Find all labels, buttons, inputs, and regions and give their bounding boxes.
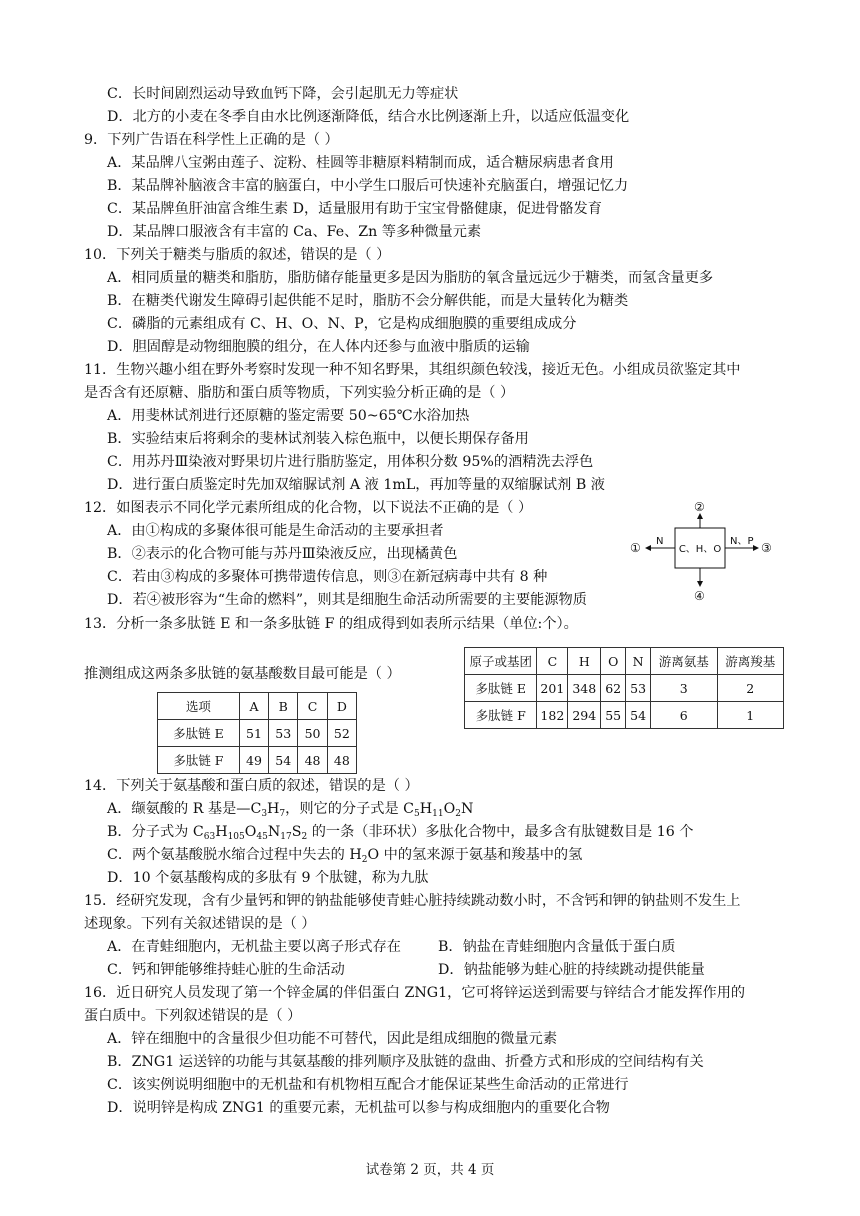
table-cell: 多肽链 F — [158, 747, 240, 774]
table-cell: H — [568, 648, 601, 675]
q16-option-b: B．ZNG1 运送锌的功能与其氨基酸的排列顺序及肽链的盘曲、折叠方式和形成的空间结构有关 — [107, 1054, 704, 1070]
q12-option-d: D．若④被形容为“生命的燃料”，则其是细胞生命活动所需要的主要能源物质 — [107, 592, 587, 608]
q12-option-a: A．由①构成的多聚体很可能是生命活动的主要承担者 — [107, 523, 444, 539]
node-3: ③ — [761, 541, 772, 555]
q11-stem-line1: 11．生物兴趣小组在野外考察时发现一种不知名野果，其组织颜色较浅，接近无色。小组成员欲鉴定其中 — [84, 362, 741, 378]
q16-option-d: D．说明锌是构成 ZNG1 的重要元素，无机盐可以参与构成细胞内的重要化合物 — [107, 1100, 610, 1116]
peptide-composition-table — [464, 647, 784, 729]
q10-option-a: A．相同质量的糖类和脂肪，脂肪储存能量更多是因为脂肪的氧含量远远少于糖类，而氢含量更多 — [107, 270, 714, 286]
table-cell: 48 — [327, 747, 356, 774]
node-1: ① — [630, 541, 641, 555]
q9-option-c: C．某品牌鱼肝油富含维生素 D，适量服用有助于宝宝骨骼健康，促进骨骼发育 — [107, 201, 602, 217]
element-compound-diagram — [628, 498, 778, 606]
diagram-center-label: C、H、O — [678, 544, 722, 555]
table-row — [158, 747, 357, 774]
table-cell: 348 — [568, 675, 601, 702]
q8-option-c: C．长时间剧烈运动导致血钙下降，会引起肌无力等症状 — [107, 86, 459, 102]
q16-option-c: C．该实例说明细胞中的无机盐和有机物相互配合才能保证某些生命活动的正常进行 — [107, 1077, 629, 1093]
q15-option-d: D．钠盐能够为蛙心脏的持续跳动提供能量 — [438, 962, 705, 978]
q16-stem-line2: 蛋白质中。下列叙述错误的是（ ） — [84, 1008, 302, 1024]
table-cell: C — [537, 648, 568, 675]
table-cell: 54 — [626, 702, 651, 729]
q13-question: 推测组成这两条多肽链的氨基酸数目最可能是（ ） — [84, 666, 401, 682]
table-cell: 52 — [327, 720, 356, 747]
q15-stem-line1: 15．经研究发现，含有少量钙和钾的钠盐能够使青蛙心脏持续跳动数小时，不含钙和钾的钠盐则不发生上 — [84, 893, 741, 909]
q14-option-c: C．两个氨基酸脱水缩合过程中失去的 $H_2O$ 中的氢来源于氨基和羧基中的氢 — [107, 847, 583, 865]
q11-option-a: A．用斐林试剂进行还原糖的鉴定需要 50~65℃水浴加热 — [107, 408, 470, 424]
table-cell: 55 — [601, 702, 626, 729]
label-left-n: N — [656, 536, 664, 547]
table-cell: 49 — [239, 747, 268, 774]
q9-option-d: D．某品牌口服液含有丰富的 Ca、Fe、Zn 等多种微量元素 — [107, 224, 482, 240]
answer-options-table — [157, 692, 357, 774]
q15-option-c: C．钙和钾能够维持蛙心脏的生命活动 — [107, 962, 345, 978]
table-cell: 50 — [298, 720, 327, 747]
table-cell: 多肽链 F — [465, 702, 537, 729]
q11-option-c: C．用苏丹Ⅲ染液对野果切片进行脂肪鉴定，用体积分数 95%的酒精洗去浮色 — [107, 454, 594, 470]
table-cell: C — [298, 693, 327, 720]
table-cell: 53 — [269, 720, 298, 747]
table-cell: 51 — [239, 720, 268, 747]
q9-option-b: B．某品牌补脑液含丰富的脑蛋白，中小学生口服后可快速补充脑蛋白，增强记忆力 — [107, 178, 629, 194]
q10-option-d: D．胆固醇是动物细胞膜的组分，在人体内还参与血液中脂质的运输 — [107, 339, 530, 355]
q10-option-c: C．磷脂的元素组成有 C、H、O、N、P，它是构成细胞膜的重要组成成分 — [107, 316, 577, 332]
q11-option-d: D．进行蛋白质鉴定时先加双缩脲试剂 A 液 1mL，再加等量的双缩脲试剂 B 液 — [107, 477, 605, 493]
q14-option-b: B．分子式为 $C_{63}H_{105}O_{45}N_{17}S_2$ 的一条（非环状）多肽化合物中，最多含有肽键数目是 16 个 — [107, 824, 694, 842]
table-row — [465, 675, 784, 702]
table-cell: 2 — [717, 675, 784, 702]
q11-option-b: B．实验结束后将剩余的斐林试剂装入棕色瓶中，以便长期保存备用 — [107, 431, 529, 447]
table-row — [465, 702, 784, 729]
q14-option-a: A．缬氨酸的 R 基是$—C_3H_7$，则它的分子式是 $C_5H_{11}O_2N$ — [107, 801, 474, 819]
q15-option-a: A．在青蛙细胞内，无机盐主要以离子形式存在 — [107, 939, 401, 955]
q13-stem: 13．分析一条多肽链 E 和一条多肽链 F 的组成得到如表所示结果（单位:个）。 — [84, 616, 578, 632]
table-cell: 53 — [626, 675, 651, 702]
q10-stem: 10．下列关于糖类与脂质的叙述，错误的是（ ） — [84, 247, 391, 263]
table-cell: 游离氨基 — [651, 648, 717, 675]
table-cell: O — [601, 648, 626, 675]
q14-stem: 14．下列关于氨基酸和蛋白质的叙述，错误的是（ ） — [84, 778, 419, 794]
node-4: ④ — [694, 589, 705, 603]
q9-option-a: A．某品牌八宝粥由莲子、淀粉、桂圆等非糖原料精制而成，适合糖尿病患者食用 — [107, 155, 614, 171]
table-cell: B — [269, 693, 298, 720]
table-cell: 6 — [651, 702, 717, 729]
table-cell: 多肽链 E — [465, 675, 537, 702]
table-cell: 3 — [651, 675, 717, 702]
page-footer: 试卷第 2 页，共 4 页 — [365, 1162, 495, 1178]
table-cell: 游离羧基 — [717, 648, 784, 675]
table-header-row — [465, 648, 784, 675]
q16-option-a: A．锌在细胞中的含量很少但功能不可替代，因此是组成细胞的微量元素 — [107, 1031, 558, 1047]
q12-option-b: B．②表示的化合物可能与苏丹Ⅲ染液反应，出现橘黄色 — [107, 546, 458, 562]
q11-stem-line2: 是否含有还原糖、脂肪和蛋白质等物质，下列实验分析正确的是（ ） — [84, 385, 515, 401]
table-cell: 48 — [298, 747, 327, 774]
table-cell: 多肽链 E — [158, 720, 240, 747]
table-cell: D — [327, 693, 356, 720]
table-cell: 201 — [537, 675, 568, 702]
table-cell: 选项 — [158, 693, 240, 720]
q12-stem: 12．如图表示不同化学元素所组成的化合物，以下说法不正确的是（ ） — [84, 500, 533, 516]
q12-option-c: C．若由③构成的多聚体可携带遗传信息，则③在新冠病毒中共有 8 种 — [107, 569, 548, 585]
q8-option-d: D．北方的小麦在冬季自由水比例逐渐降低，结合水比例逐渐上升，以适应低温变化 — [107, 109, 630, 125]
q9-stem: 9．下列广告语在科学性上正确的是（ ） — [84, 132, 339, 148]
table-cell: 1 — [717, 702, 784, 729]
table-cell: A — [239, 693, 268, 720]
node-2: ② — [694, 500, 705, 514]
label-right-np: N、P — [730, 536, 754, 547]
q15-stem-line2: 述现象。下列有关叙述错误的是（ ） — [84, 916, 316, 932]
q16-stem-line1: 16．近日研究人员发现了第一个锌金属的伴侣蛋白 ZNG1，它可将锌运送到需要与锌结合才能发挥作用的 — [84, 985, 746, 1001]
table-cell: 182 — [537, 702, 568, 729]
table-cell: 62 — [601, 675, 626, 702]
q15-option-b: B．钠盐在青蛙细胞内含量低于蛋白质 — [438, 939, 676, 955]
table-cell: 54 — [269, 747, 298, 774]
table-header-row — [158, 693, 357, 720]
table-cell: 原子或基团 — [465, 648, 537, 675]
table-row — [158, 720, 357, 747]
table-cell: N — [626, 648, 651, 675]
table-cell: 294 — [568, 702, 601, 729]
q10-option-b: B．在糖类代谢发生障碍引起供能不足时，脂肪不会分解供能，而是大量转化为糖类 — [107, 293, 629, 309]
q14-option-d: D．10 个氨基酸构成的多肽有 9 个肽键，称为九肽 — [107, 870, 429, 886]
